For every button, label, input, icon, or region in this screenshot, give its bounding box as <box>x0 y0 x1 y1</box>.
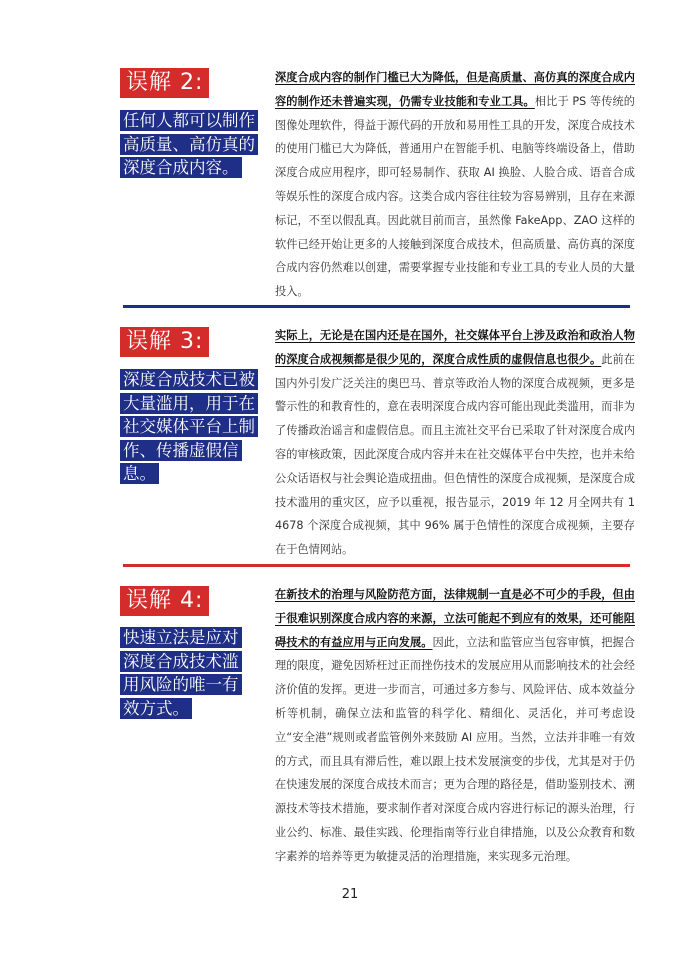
myth-3-text <box>275 324 635 562</box>
myth-2-claim: 任何人都可以制作高质量、高仿真的深度合成内容。 <box>120 109 256 180</box>
myth-4-lead: 在新技术的治理与风险防范方面，法律规制一直是必不可少的手段，但由于很难识别深度合成内容的来源，立法可能起不到应有的效果，还可能阻碍技术的有益应用与正向发展。 <box>275 588 635 649</box>
myth-2-text <box>275 66 635 304</box>
myth-2-lead: 深度合成内容的制作门槛已大为降低，但是高质量、高仿真的深度合成内容的制作还未普遍实现，仍需专业技能和专业工具。 <box>275 71 635 108</box>
myth-4-tag: 误解 4: <box>120 586 209 616</box>
divider-1 <box>123 305 630 308</box>
myth-3-claim: 深度合成技术已被大量滥用，用于在社交媒体平台上制作、传播虚假信息。 <box>120 368 256 486</box>
divider-2 <box>123 564 630 567</box>
myth-4-body: 因此，立法和监管应当包容审慎，把握合理的限度，避免因矫枉过正而挫伤技术的发展应用从而影响技术的社会经济价值的发挥。更进一步而言，可通过多方参与、风险评估、成本效益分析等机制，确保立法和监管的科学化、精细化、灵活化，并可考虑设立“安全港”规则或者监管例外来鼓励 AI 应用。当然，立法并非唯一有效的方式，而且具有滞后性，难以跟上技术发展演变的步伐，尤其是对于仍在快速发展的深度合成技术而言；更为合理的路径是，借助鉴别技术、溯源技术等技术措施，要求制作者对深度合成内容进行标记的源头治理，行业公约、标准、最佳实践、伦理指南等行业自律措施，以及公众教育和数字素养的培养等更为敏捷灵活的治理措施，来实现多元治理。 <box>275 635 635 863</box>
myth-4-claim: 快速立法是应对深度合成技术滥用风险的唯一有效方式。 <box>120 626 246 720</box>
myth-2-body: 相比于 PS 等传统的图像处理软件，得益于源代码的开放和易用性工具的开发，深度合成技术的使用门槛已大为降低，普通用户在智能手机、电脑等终端设备上，借助深度合成应用程序，即可轻易制作、获取 AI 换脸、人脸合成、语音合成等娱乐性的深度合成内容。这类合成内容往往较为容易辨别，且存在来源标记，不至以假乱真。因此就目前而言，虽然像 FakeApp、ZAO 这样的软件已经开始让更多的人接触到深度合成技术，但高质量、高仿真的深度合成内容仍然难以创建，需要掌握专业技能和专业工具的专业人员的大量投入。 <box>275 94 635 299</box>
myth-3-body: 此前在国内外引发广泛关注的奥巴马、普京等政治人物的深度合成视频，更多是警示性的和教育性的，意在表明深度合成内容可能出现此类滥用，而非为了传播政治谣言和虚假信息。而且主流社交平台已采取了针对深度合成内容的审核政策，因此深度合成内容并未在社交媒体平台中失控，也并未给公众话语权与社会舆论造成扭曲。但色情性的深度合成视频，是深度合成技术滥用的重灾区，应予以重视，报告显示，2019 年 12 月全网共有 14678 个深度合成视频，其中 96% 属于色情性的深度合成视频，主要存在于色情网站。 <box>275 352 635 557</box>
myth-3-lead: 实际上，无论是在国内还是在国外，社交媒体平台上涉及政治和政治人物的深度合成视频都是很少见的，深度合成性质的虚假信息也很少。 <box>275 329 635 366</box>
myth-2-tag: 误解 2: <box>120 68 209 98</box>
page-number: 21 <box>341 887 359 902</box>
myth-4-text <box>275 583 635 869</box>
myth-3-tag: 误解 3: <box>120 327 209 357</box>
